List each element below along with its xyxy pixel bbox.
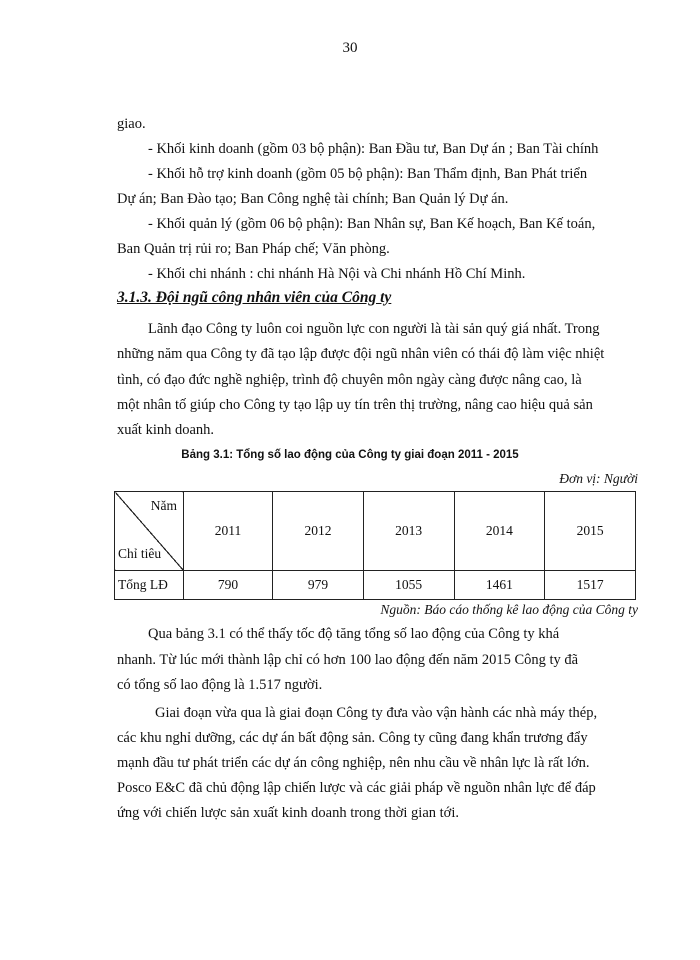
text-line: các khu nghỉ dưỡng, các dự án bất động sản. Công ty cũng đang khẩn trương đẩy — [117, 730, 588, 746]
page-number: 30 — [342, 40, 358, 56]
table-header-row — [115, 492, 636, 571]
text-line: - Khối kinh doanh (gồm 03 bộ phận): Ban Đầu tư, Ban Dự án ; Ban Tài chính — [148, 141, 599, 157]
table-cell: 1517 — [545, 571, 636, 600]
text-line: - Khối quản lý (gồm 06 bộ phận): Ban Nhân sự, Ban Kế hoạch, Ban Kế toán, — [148, 216, 596, 232]
text-line: - Khối hỗ trợ kinh doanh (gồm 05 bộ phận): Ban Thẩm định, Ban Phát triển — [148, 166, 588, 182]
year-header: 2013 — [363, 492, 454, 571]
text-line: nhanh. Từ lúc mới thành lập chỉ có hơn 100 lao động đến năm 2015 Công ty đã — [117, 652, 579, 668]
text-line: giao. — [117, 116, 146, 132]
text-line: Dự án; Ban Đào tạo; Ban Công nghệ tài chính; Ban Quản lý Dự án. — [117, 191, 509, 207]
text-line: tình, có đạo đức nghề nghiệp, trình độ chuyên môn ngày càng được nâng cao, là — [117, 372, 582, 388]
text-line: Giai đoạn vừa qua là giai đoạn Công ty đưa vào vận hành các nhà máy thép, — [155, 705, 598, 721]
text-line: những năm qua Công ty đã tạo lập được đội ngũ nhân viên có thái độ làm việc nhiệt — [117, 346, 605, 362]
corner-year-label: Năm — [150, 498, 177, 513]
text-line: Qua bảng 3.1 có thể thấy tốc độ tăng tổng số lao động của Công ty khá — [148, 626, 560, 642]
text-line: Ban Quản trị rủi ro; Ban Pháp chế; Văn phòng. — [117, 241, 390, 257]
corner-indicator-label: Chỉ tiêu — [118, 546, 162, 561]
table-cell: 1461 — [454, 571, 545, 600]
text-line: xuất kinh doanh. — [117, 422, 215, 438]
row-label: Tổng LĐ — [115, 571, 184, 600]
text-line: mạnh đầu tư phát triển các dự án công nghiệp, nên nhu cầu về nhân lực là rất lớn. — [117, 755, 590, 771]
section-heading: 3.1.3. Đội ngũ công nhân viên của Công ty — [117, 289, 392, 306]
table-cell: 790 — [184, 571, 273, 600]
table-row — [115, 571, 636, 600]
text-line: Posco E&C đã chủ động lập chiến lược và các giải pháp về nguồn nhân lực để đáp — [117, 780, 596, 796]
text-line: Lãnh đạo Công ty luôn coi nguồn lực con người là tài sản quý giá nhất. Trong — [148, 321, 600, 337]
text-line: một nhân tố giúp cho Công ty tạo lập uy tín trên thị trường, nâng cao hiệu quả sản — [117, 397, 593, 413]
table-cell: 979 — [273, 571, 364, 600]
text-line: - Khối chi nhánh : chi nhánh Hà Nội và Chi nhánh Hồ Chí Minh. — [148, 266, 526, 282]
year-header: 2012 — [273, 492, 364, 571]
table-unit: Đơn vị: Người — [559, 471, 638, 486]
text-line: có tổng số lao động là 1.517 người. — [117, 677, 323, 693]
labor-table — [114, 491, 636, 600]
year-header: 2011 — [184, 492, 273, 571]
table-caption: Bảng 3.1: Tổng số lao động của Công ty giai đoạn 2011 - 2015 — [181, 449, 519, 461]
text-line: ứng với chiến lược sản xuất kinh doanh trong thời gian tới. — [117, 805, 459, 821]
year-header: 2014 — [454, 492, 545, 571]
table-cell: 1055 — [363, 571, 454, 600]
table-source: Nguồn: Báo cáo thống kê lao động của Công ty — [380, 602, 638, 617]
year-header: 2015 — [545, 492, 636, 571]
table-corner-cell — [115, 492, 184, 571]
